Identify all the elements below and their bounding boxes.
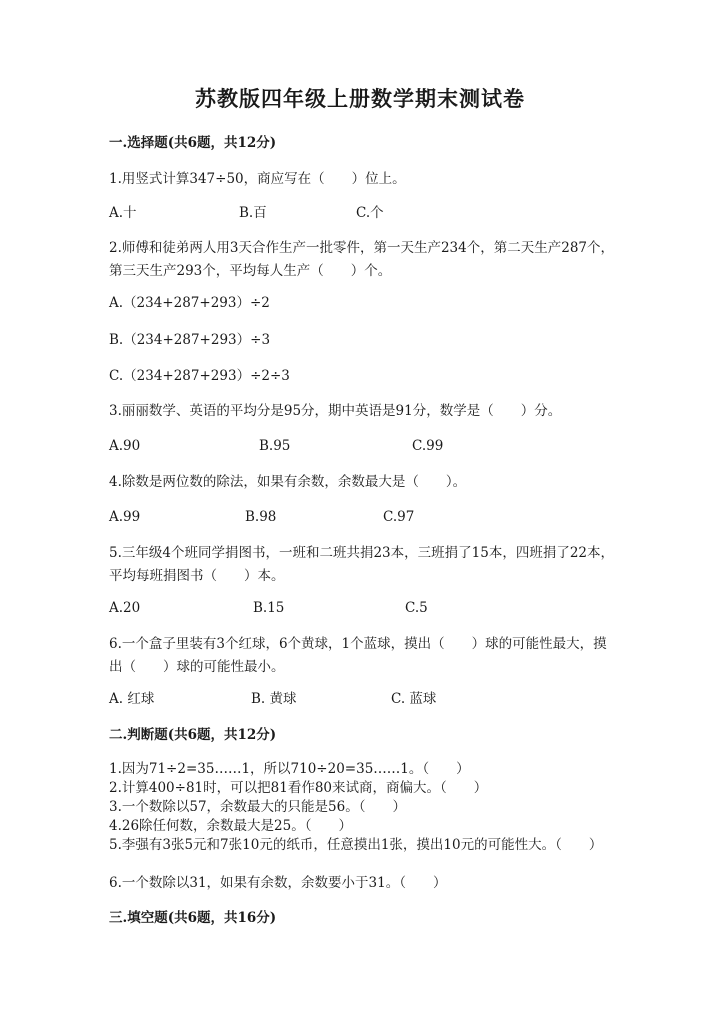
option-c: C.99 — [412, 438, 444, 454]
option-a: A.十 — [109, 205, 137, 221]
judge-item-6: 6.一个数除以31，如果有余数，余数要小于31。（ ） — [109, 875, 447, 891]
question-4: 4.除数是两位数的除法，如果有余数，余数最大是（ ）。 — [109, 474, 467, 490]
section-heading-choice: 一.选择题(共6题，共12分) — [109, 135, 277, 151]
option-c: C. 蓝球 — [391, 691, 437, 707]
section-heading-fill: 三.填空题(共6题，共16分) — [109, 910, 277, 926]
options-5 — [109, 598, 614, 618]
option-b: B.（234+287+293）÷3 — [109, 332, 271, 348]
question-1: 1.用竖式计算347÷50，商应写在（ ）位上。 — [109, 171, 406, 187]
option-a: A. 红球 — [109, 691, 155, 707]
option-b: B.98 — [245, 509, 277, 525]
judge-item-4: 4.26除任何数，余数最大是25。（ ） — [109, 818, 352, 834]
option-c: C.5 — [405, 600, 428, 616]
options-6 — [109, 689, 614, 709]
option-b: B. 黄球 — [251, 691, 297, 707]
option-c: C.个 — [356, 205, 384, 221]
judge-item-2: 2.计算400÷81时，可以把81看作80来试商，商偏大。（ ） — [109, 780, 488, 796]
page-title: 苏教版四年级上册数学期末测试卷 — [195, 86, 525, 111]
options-2a — [109, 293, 614, 313]
question-5: 5.三年级4个班同学捐图书，一班和二班共捐23本，三班捐了15本，四班捐了22本，平均每班捐图书（ ）本。 — [109, 545, 615, 584]
option-a: A.20 — [109, 600, 141, 616]
option-c: C.97 — [383, 509, 415, 525]
option-b: B.95 — [259, 438, 291, 454]
section-heading-judge: 二.判断题(共6题，共12分) — [109, 727, 277, 743]
judge-item-1: 1.因为71÷2=35……1，所以710÷20=35……1。（ ） — [109, 761, 470, 777]
judge-item-5: 5.李强有3张5元和7张10元的纸币，任意摸出1张，摸出10元的可能性大。（ ） — [109, 837, 603, 853]
judge-item-3: 3.一个数除以57，余数最大的只能是56。（ ） — [109, 799, 406, 815]
question-6: 6.一个盒子里装有3个红球，6个黄球，1个蓝球，摸出（ ）球的可能性最大，摸出（ ）球的可能性最小。 — [109, 636, 607, 675]
option-a: A.99 — [109, 509, 141, 525]
options-3 — [109, 436, 614, 456]
option-a: A.90 — [109, 438, 141, 454]
options-2b — [109, 330, 614, 350]
option-a: A.（234+287+293）÷2 — [109, 295, 270, 311]
option-c: C.（234+287+293）÷2÷3 — [109, 368, 290, 384]
option-b: B.15 — [253, 600, 285, 616]
question-3: 3.丽丽数学、英语的平均分是95分，期中英语是91分，数学是（ ）分。 — [109, 403, 562, 419]
options-1 — [109, 203, 614, 223]
options-2c — [109, 366, 614, 386]
question-2: 2.师傅和徒弟两人用3天合作生产一批零件，第一天生产234个，第二天生产287个，第三天生产293个，平均每人生产（ ）个。 — [109, 240, 615, 279]
option-b: B.百 — [239, 205, 267, 221]
options-4 — [109, 507, 614, 527]
